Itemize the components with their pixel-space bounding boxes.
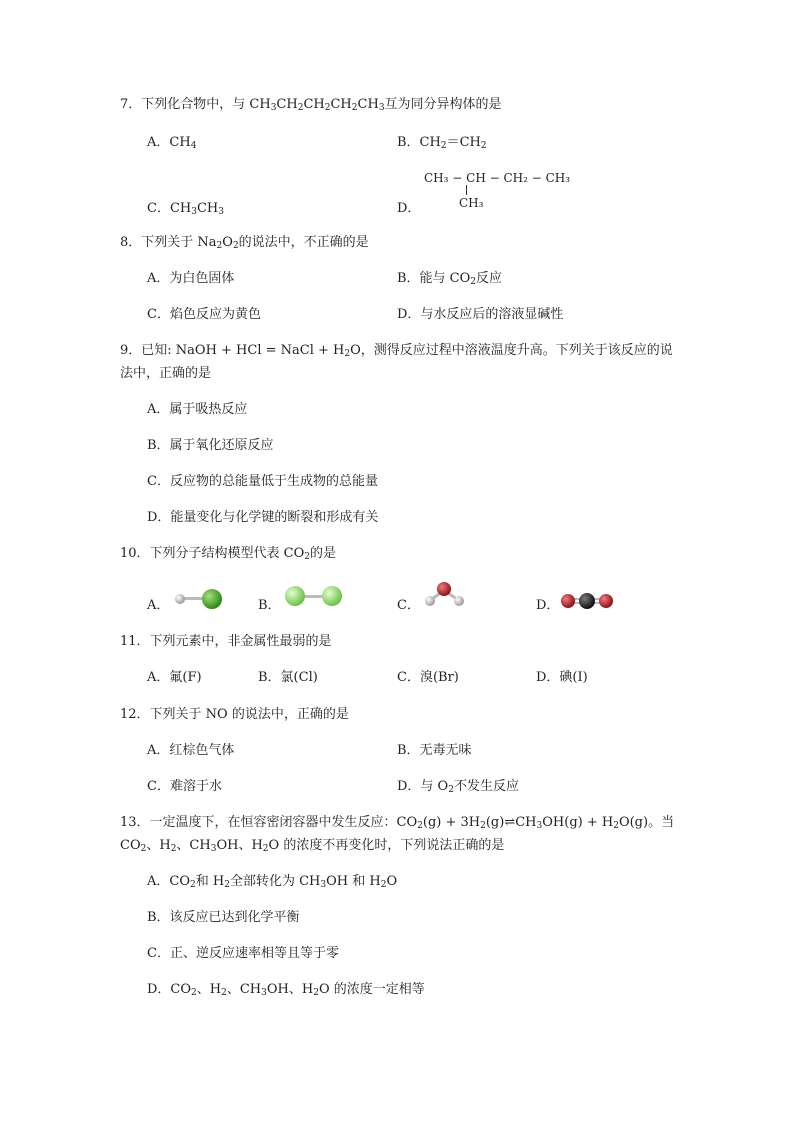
question-13-option-d[interactable]: D．$CO_2$、$H_2$、$CH_3OH$、$H_2O$ 的浓度一定相等 <box>147 982 425 998</box>
question-10-stem: 10．下列分子结构模型代表 $CO_2$的是 <box>120 546 337 562</box>
question-8-option-c[interactable]: C．焰色反应为黄色 <box>147 307 261 322</box>
question-10-option-a[interactable]: A． <box>147 598 170 613</box>
question-13-option-b[interactable]: B．该反应已达到化学平衡 <box>147 910 300 925</box>
question-7-stem: 7．下列化合物中，与 $CH_3CH_2CH_2CH_2CH_3$互为同分异构体的是 <box>120 97 502 113</box>
question-10-option-b[interactable]: B． <box>258 598 281 613</box>
question-9-option-a[interactable]: A．属于吸热反应 <box>147 402 248 417</box>
cl2-molecule-model <box>282 583 346 611</box>
question-11-option-b[interactable]: B．氯(Cl) <box>258 670 318 685</box>
question-8-stem: 8．下列关于 $Na_2O_2$的说法中，不正确的是 <box>120 235 369 251</box>
hcl-molecule-model <box>170 584 230 614</box>
question-13-option-a[interactable]: A．$CO_2$和 $H_2$全部转化为 $CH_3OH$ 和 $H_2O$ <box>147 874 398 890</box>
question-8-option-a[interactable]: A．为白色固体 <box>147 271 235 286</box>
question-7-option-d[interactable]: D． <box>397 201 421 216</box>
question-10-option-d[interactable]: D． <box>536 598 560 613</box>
question-11-option-c[interactable]: C．溴(Br) <box>397 670 459 685</box>
structure-main-chain: CH₃ − CH − CH₂ − CH₃ <box>424 171 571 185</box>
question-13-option-c[interactable]: C．正、逆反应速率相等且等于零 <box>147 946 339 961</box>
question-13-stem-line1: 13．一定温度下，在恒容密闭容器中发生反应：$CO_2(g)$ + $3H_2(g)\rightleftharpoons CH_3OH(g) + H_2O(g)$。当 <box>120 815 675 831</box>
question-13-stem-line2: $CO_2$、$H_2$、$CH_3OH$、$H_2O$ 的浓度不再变化时，下列说法正确的是 <box>120 838 505 854</box>
question-11-option-a[interactable]: A．氟(F) <box>147 670 202 685</box>
structure-bond-line <box>466 185 467 195</box>
question-12-option-c[interactable]: C．难溶于水 <box>147 779 222 794</box>
question-9-option-d[interactable]: D．能量变化与化学键的断裂和形成有关 <box>147 510 379 525</box>
question-9-option-c[interactable]: C．反应物的总能量低于生成物的总能量 <box>147 474 378 489</box>
question-7-option-a[interactable]: A．$CH_4$ <box>147 135 197 151</box>
co2-molecule-model <box>558 590 616 612</box>
h2o-molecule-model <box>420 578 472 610</box>
question-12-option-d[interactable]: D．与 $O_2$不发生反应 <box>397 779 519 795</box>
question-7-option-b[interactable]: B．$CH_2=CH_2$ <box>397 135 487 151</box>
question-11-option-d[interactable]: D．碘(I) <box>536 670 588 685</box>
question-9-stem-line2: 法中，正确的是 <box>120 366 212 381</box>
question-9-option-b[interactable]: B．属于氧化还原反应 <box>147 438 274 453</box>
question-11-stem: 11．下列元素中，非金属性最弱的是 <box>120 634 332 649</box>
question-8-option-b[interactable]: B．能与 $CO_2$反应 <box>397 271 503 287</box>
question-12-option-b[interactable]: B．无毒无味 <box>397 743 472 758</box>
question-12-option-a[interactable]: A．红棕色气体 <box>147 743 235 758</box>
structure-branch: CH₃ <box>459 196 484 210</box>
question-8-option-d[interactable]: D．与水反应后的溶液显碱性 <box>397 307 564 322</box>
question-12-stem: 12．下列关于 NO 的说法中，正确的是 <box>120 707 349 722</box>
question-10-option-c[interactable]: C． <box>397 598 420 613</box>
question-9-stem-line1: 9．已知: NaOH + HCl = NaCl + $H_2O$，测得反应过程中溶液温度升高。下列关于该反应的说 <box>120 343 673 359</box>
question-7-option-c[interactable]: C．$CH_3CH_3$ <box>147 201 224 217</box>
isobutane-structure <box>424 170 571 210</box>
